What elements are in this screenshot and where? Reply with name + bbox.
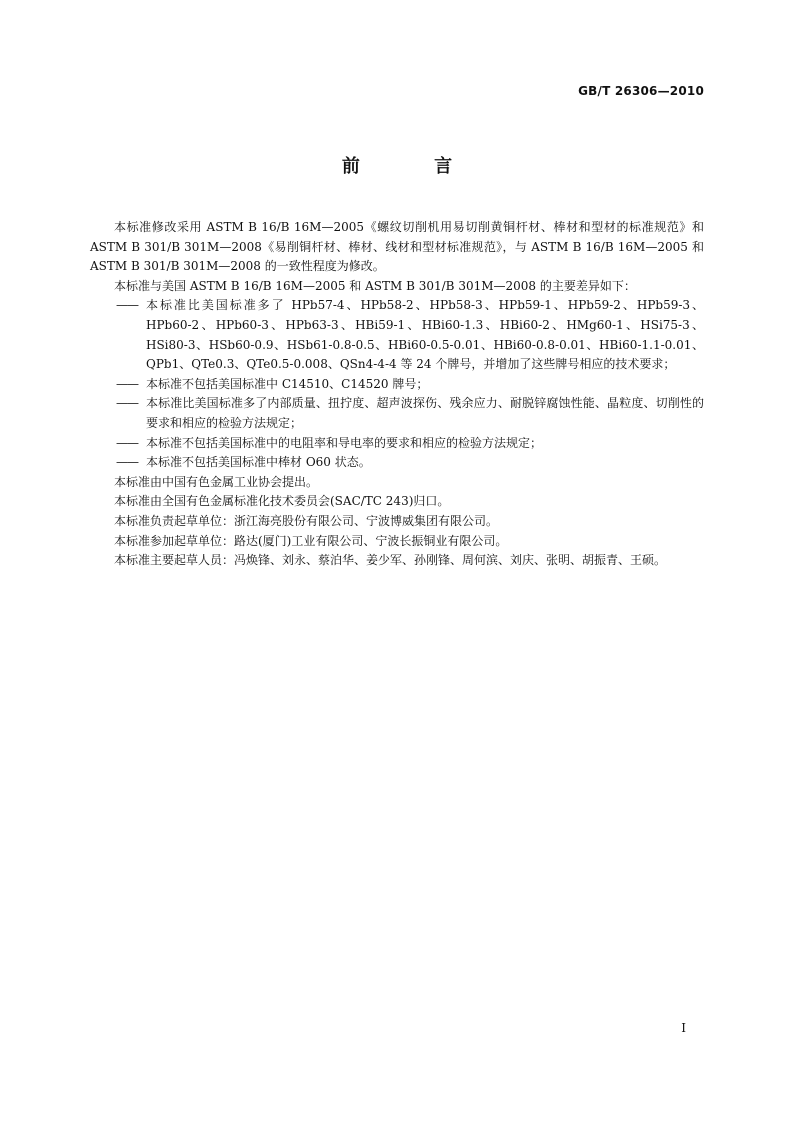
difference-text: 本标准不包括美国标准中 C14510、C14520 牌号； [146,376,429,391]
preface-body [90,218,704,571]
dash-marker: —— [116,455,138,470]
dash-marker: —— [116,298,138,313]
dash-marker: —— [116,376,138,391]
difference-item [90,394,704,433]
paragraph-lead-drafters: 本标准负责起草单位：浙江海亮股份有限公司、宁波博威集团有限公司。 [114,513,499,528]
difference-text: 本标准比美国标准多了内部质量、扭拧度、超声波探伤、残余应力、耐脱锌腐蚀性能、晶粒度、切削性的要求和相应的检验方法规定； [146,396,704,430]
difference-item [90,375,704,395]
difference-text: 本标准比美国标准多了 HPb57-4、HPb58-2、HPb58-3、HPb59-1、HPb59-2、HPb59-3、HPb60-2、HPb60-3、HPb63-3、HBi59-1、HBi60-1.3、HBi60-2、HMg60-1、HSi75-3、HSi80-3、HSb60-0.9、HSb61-0.8-0.5、HBi60-0.5-0.01、HBi60-0.8-0.01、HBi60-1.1-0.01、QPb1、QTe0.3、QTe0.5-0.008、QSn4-4-4 等 24 个牌号，并增加了这些牌号相应的技术要求； [146,298,704,372]
difference-item [90,434,704,454]
page-number: I [681,1021,686,1035]
dash-marker: —— [116,435,138,450]
paragraph-participating-drafters: 本标准参加起草单位：路达(厦门)工业有限公司、宁波长振铜业有限公司。 [114,533,508,548]
page-title: 前 言 [341,156,487,177]
paragraph-centralized: 本标准由全国有色金属标准化技术委员会(SAC/TC 243)归口。 [114,494,450,509]
paragraph-proposer: 本标准由中国有色金属工业协会提出。 [114,474,319,489]
difference-item [90,296,704,374]
dash-marker: —— [116,396,138,411]
paragraph-main-drafters: 本标准主要起草人员：冯焕锋、刘永、蔡泊华、姜少军、孙刚锋、周何滨、刘庆、张明、胡振青、王硕。 [114,553,667,568]
paragraph-differences-intro: 本标准与美国 ASTM B 16/B 16M—2005 和 ASTM B 301/B 301M—2008 的主要差异如下： [114,278,636,293]
paragraph-adoption: 本标准修改采用 ASTM B 16/B 16M—2005《螺纹切削机用易切削黄铜杆材、棒材和型材的标准规范》和 ASTM B 301/B 301M—2008《易削铜杆材、棒材、线材和型材标准规范》，与 ASTM B 16/B 16M—2005 和 ASTM B 301/B 301M—2008 的一致性程度为修改。 [90,220,704,274]
difference-text: 本标准不包括美国标准中棒材 O60 状态。 [146,455,371,470]
difference-text: 本标准不包括美国标准中的电阻率和导电率的要求和相应的检验方法规定； [146,435,543,450]
difference-item [90,453,704,473]
standard-code: GB/T 26306—2010 [578,84,704,98]
